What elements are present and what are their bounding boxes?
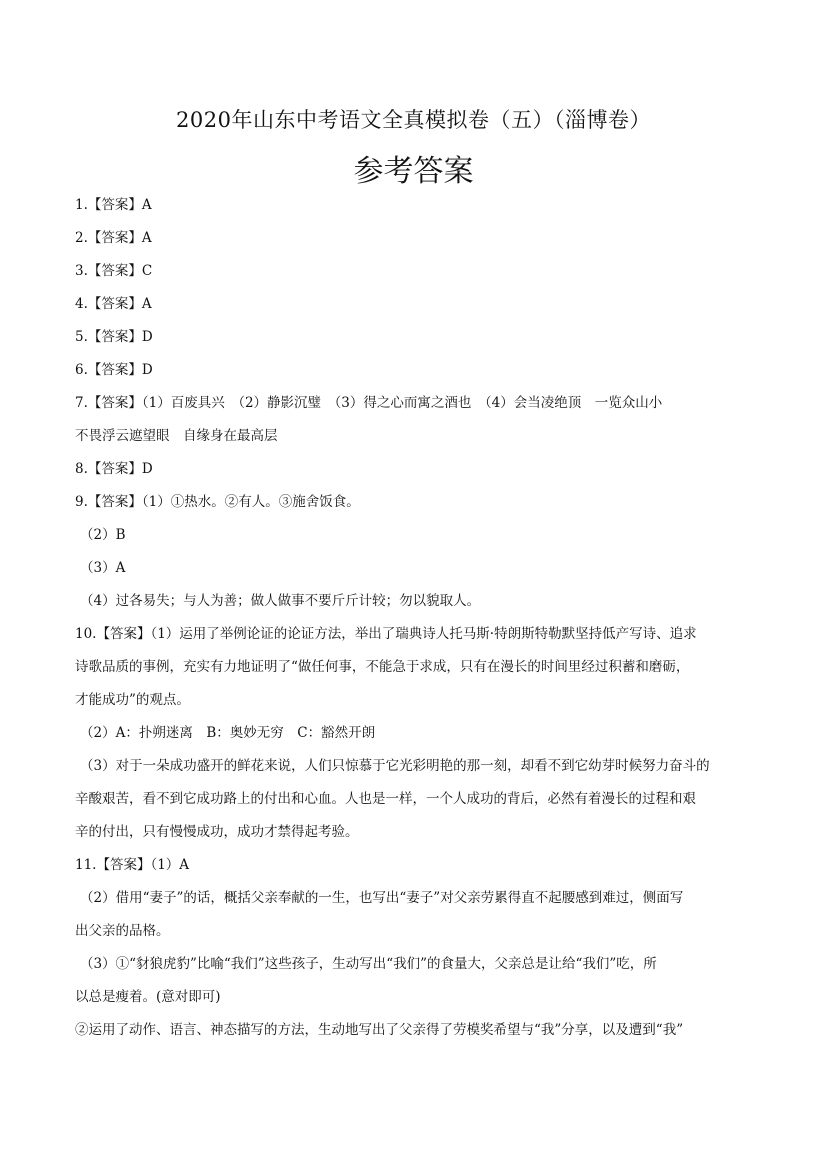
answer-line: 10.【答案】（1）运用了举例论证的论证方法，举出了瑞典诗人托马斯·特朗斯特勒默坚持低产写诗、追求 (75, 626, 697, 642)
answer-line: 6.【答案】D (75, 362, 153, 378)
answer-line: （4）过各易失；与人为善；做人做事不要斤斤计较；勿以貌取人。 (80, 593, 481, 609)
answer-line: 诗歌品质的事例，充实有力地证明了“做任何事，不能急于求成，只有在漫长的时间里经过积蓄和磨砺， (75, 659, 690, 675)
answer-line: ②运用了动作、语言、神态描写的方法，生动地写出了父亲得了劳模奖希望与“我”分享，以及遭到“我” (75, 1022, 684, 1038)
answer-line: 辛酸艰苦，看不到它成功路上的付出和心血。人也是一样，一个人成功的背后，必然有着漫长的过程和艰 (75, 791, 696, 807)
answer-line: 2.【答案】A (75, 230, 152, 246)
answer-line: 11.【答案】（1）A (75, 857, 190, 873)
answer-line: （3）A (80, 560, 126, 576)
answer-line: 以总是瘦着。(意对即可) (75, 989, 221, 1005)
answer-line: （2）B (80, 527, 126, 543)
answer-line: 才能成功”的观点。 (75, 692, 190, 708)
answer-line: （2）A：扑朔迷离 B：奥妙无穷 C：豁然开朗 (80, 725, 376, 741)
answer-line: 4.【答案】A (75, 296, 152, 312)
answer-line: 3.【答案】C (75, 263, 153, 279)
answer-line: 8.【答案】D (75, 461, 153, 477)
answer-line: 不畏浮云遮望眼 自缘身在最高层 (75, 428, 278, 444)
answer-line: 7.【答案】（1）百废具兴 （2）静影沉璧 （3）得之心而寓之酒也 （4）会当凌绝顶 一览众山小 (75, 395, 663, 411)
answer-line: 1.【答案】A (75, 197, 152, 213)
answer-line: 出父亲的品格。 (75, 923, 170, 939)
answer-line: 辛的付出，只有慢慢成功，成功才禁得起考验。 (75, 824, 359, 840)
answer-line: （3）对于一朵成功盛开的鲜花来说，人们只惊慕于它光彩明艳的那一刻，却看不到它幼芽时候努力奋斗的 (80, 758, 710, 774)
page-title: 2020年山东中考语文全真模拟卷（五）（淄博卷） (176, 108, 651, 132)
answer-line: （3）①“豺狼虎豹”比喻“我们”这些孩子，生动写出“我们”的食量大，父亲总是让给“我们”吃，所 (80, 956, 657, 972)
answer-line: 5.【答案】D (75, 329, 153, 345)
answer-line: 9.【答案】（1）①热水。②有人。③施舍饭食。 (75, 494, 360, 510)
page-subtitle: 参考答案 (353, 154, 474, 189)
answer-line: （2）借用“妻子”的话，概括父亲奉献的一生，也写出“妻子”对父亲劳累得直不起腰感到难过，侧面写 (80, 890, 684, 906)
